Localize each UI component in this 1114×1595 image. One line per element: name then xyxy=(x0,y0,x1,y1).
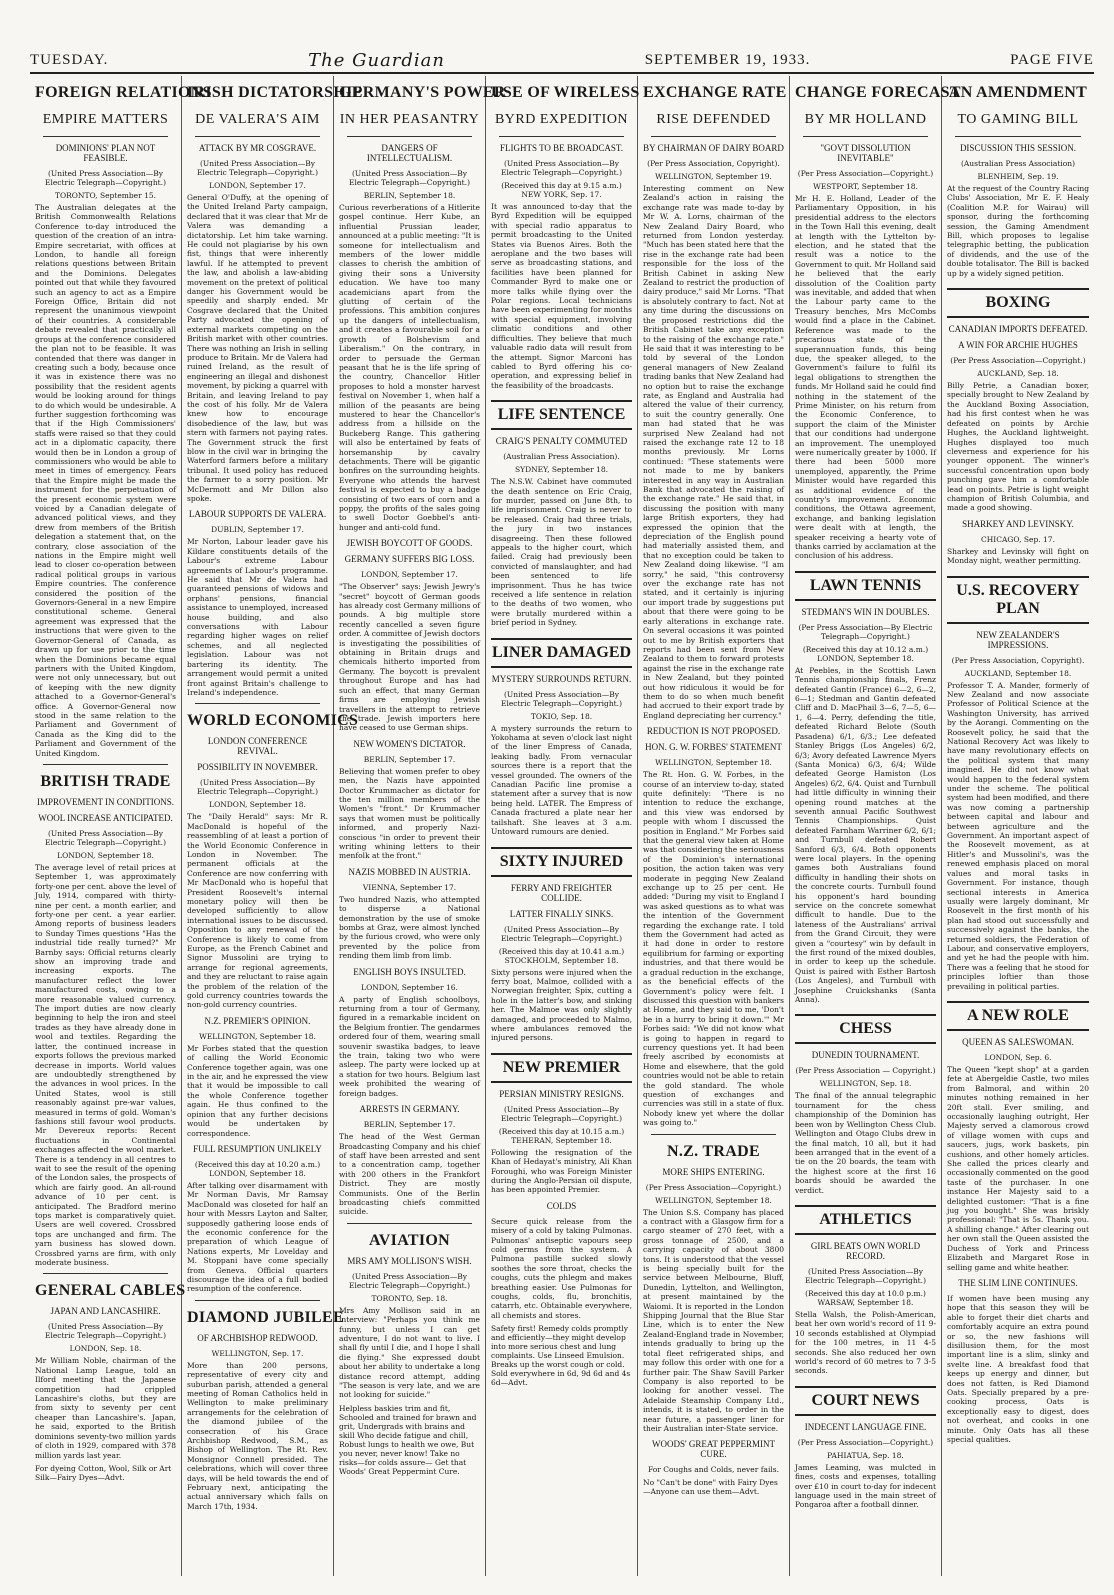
section-deck: DOMINIONS' PLAN NOT FEASIBLE. xyxy=(55,143,156,163)
article-body: General O'Duffy, at the opening of the United Ireland Party campaign, declared that it was clear that Mr de Valera was demanding a dictatorship. Let him take warning. He could not plagiarise by his own fist, things that were inherently lawful. If he attempted to prevent the law, and abolish a law-abiding movement on the pretext of political danger his Government would be speedily and sharply ended. Mr Cosgrave declared that the United Party advocated the opening of external markets competing on the British market with other countries. There was nothing an Irish in selling produce to Britain. Mr de Valera had ruined Ireland, as the result of engineering an illegal and dishonest movement, by picking a quarrel with Britain, and leaving Ireland to pay the cost of his folly. Mr de Valera knew how to encourage disobedience of the law, but was stern with farmers not paying rates. The Government struck the first blow in the civil war in bringing the Waterford farmers before a military tribunal. It used policy has reduced the farmer to a sorry position. Mr McDermott and Mr Dillon also spoke. xyxy=(187,193,328,503)
section-deck: FLIGHTS TO BE BROADCAST. xyxy=(499,143,624,153)
column-4 xyxy=(486,76,638,1576)
section-deck: LONDON CONFERENCE REVIVAL. xyxy=(207,736,308,757)
subheadline: IN HER PEASANTRY xyxy=(339,112,480,127)
press-credit: (United Press Association—By Electric Telegraph—Copyright.) xyxy=(500,159,622,177)
article-body: Interesting comment on New Zealand's action in raising the exchange rate was made to-day by Mr W. A. Lorns, chairman of the New Zealand Dairy Board, who returned from London yesterday. "Much has been stated here that the rise in the exchange rate had been responsible for the loss of the British Cabinet in asking New Zealand to restrict the production of dairy produce," said Mr Lorns. "That is absolutely contrary to fact. Not at any time during the discussions on the proposed restrictions did the British Cabinet take any exception to the raising of the exchange rate." He said that it was interesting to be told by several of the London general managers of New Zealand trading banks that New Zealand had no option but to raise the exchange rate, as England and Australia had altered the value of their currency, to suit the country generally. One man had stated that he was surprised New Zealand had not raised the exchange rate 12 to 18 months previously. Mr Lorns continued: "These statements were not made to me by bankers interested in any way in Australian Bank that advocated the raising of the exchange rate." He said that, in discussing the position with many large British exporters, they had expressed the opinion that the depreciation of the English pound had materially assisted them, and that no exception could be taken to New Zealand doing likewise. "I am sorry," he said, "this controversy over the exchange rate has not stated, and it certainly is injuring our import trade by suggestions put about that there were going to be early alterations in exchange rate. On several occasions it was pointed out to me by British exporters that reports had been sent from New Zealand to them to forward protests against the rise in the exchange rate in New Zealand, but they pointed out how ridiculous it would be for them to do so when much benefit had accrued to their export trade by England depreciating her currency." xyxy=(643,184,784,720)
dateline: BERLIN, September 17. xyxy=(363,1120,456,1130)
press-credit: (Per Press Association—Copyright.) xyxy=(950,356,1086,366)
article-body: Two hundred Nazis, who attempted to disperse a National demonstration by the use of smoke bombs at Graz, were almost lynched by the furious crowd, who were only prevented by the police from rending them limb from limb. xyxy=(339,894,480,961)
section-deck: MRS AMY MOLLISON'S WISH. xyxy=(347,1255,472,1266)
press-credit: (Per Press Association—Copyright.) xyxy=(645,1182,782,1192)
dateline: TOKIO, Sep. 18. xyxy=(530,711,593,721)
article-body: Mr William Noble, chairman of the National Lamp League, told an Ilford meeting that the Japanese competition had crippled Lancashire's cloths, but they are from sixty to seventy per cent cheaper than Lancashire's. Japan, he said, exported to the British dominions seventy-two million yards of cloth in 1929, compared with 378 million yards last year. xyxy=(35,1356,176,1460)
article-body: "The Observer" says: Jewish Jewry's "secret" boycott of German goods has already cost Germany millions of pounds. A big multiple store recently cancelled a seven figure order. A committee of Jewish doctors is investigating the possibilities of obtaining in Britain drugs and chemicals hitherto imported from Germany. The boycott is prevalent throughout Europe and has had such an effect, that many German firms are employing Jewish travellers in the attempt to retrieve the trade. Jewish importers here have ceased to use German ships. xyxy=(339,582,480,733)
dateline: LONDON, Sep. 6. xyxy=(984,1052,1052,1062)
article-body: Stella Walsh, the Polish-American, beat her own world's record of 11 9-10 seconds established at Olympiad for the 100 metres, in 11 4-5 seconds. She also reduced her own world's record of 60 metres to 7 3-5 seconds. xyxy=(795,1309,936,1376)
press-credit: (United Press Association—By Electric Telegraph—Copyright.) xyxy=(44,1322,166,1341)
section-deck: POSSIBILITY IN NOVEMBER. xyxy=(197,762,318,773)
column-2 xyxy=(182,76,363,1576)
masthead-date: SEPTEMBER 19, 1933. xyxy=(644,51,811,68)
advertisement: Safety first! Remedy colds promptly and efficiently—they might develop into more serious chest and lung complaints. Use Linseed Emulsion. Breaks up the worst cough or cold. Sold everywhere in 6d, 9d 6d and 4s 6d—Advt. xyxy=(491,1324,631,1388)
boxed-headline: COURT NEWS xyxy=(795,1386,936,1416)
subheadline: DE VALERA'S AIM xyxy=(195,112,320,127)
section-deck: NEW WOMEN'S DICTATOR. xyxy=(353,738,466,749)
article-body: The final of the annual telegraphic tournament for the chess championship of the Dominion has been won by Wellington Chess Club. Wellington and Otago Clubs drew in the final match, 10 all, but it had been arranged that in the event of a tie on the 20 boards, the team with the highest score at the first 16 boards should be awarded the verdict. xyxy=(795,1091,936,1195)
dateline: (Received this day at 10.15 a.m.) TEHERAN, September 18. xyxy=(498,1126,625,1145)
section-deck: DANGERS OF INTELLECTUALISM. xyxy=(366,143,453,163)
dateline: (Received this day at 10.20 a.m.) LONDON, September 18. xyxy=(194,1159,321,1178)
article-body: The N.S.W. Cabinet have commuted the death sentence on Eric Craig, for murder, passed on June 8th, to life imprisonment. Craig is never to be released. Craig had three trials, the jury in two instances disagreeing. Then these followed appeals to the higher court, which failed. Craig had previously been convicted of manslaughter, and had been sentenced to life imprisonment. Thus he has twice received a life sentence in relation to the deaths of two women, who were brutally murdered within a brief period in Sydney. xyxy=(491,477,632,628)
section-deck: FULL RESUMPTION UNLIKELY xyxy=(193,1143,322,1154)
article-body: It was announced to-day that the Byrd Expedition will be equipped with special radio apparatus to permit broadcasting to the United States via Buenos Aires. Both the aeroplane and the two bases will serve as broadcasting stations, and facilities have been planned for Commander Byrd to make one or more talks while flying over the Polar regions. Local technicians have been experimenting for months with special equipment, involving climatic conditions and other difficulties. They believe that much valuable radio data will result from the attempt. Signor Marconi has cabled to Byrd offering his co-operation, and expressing belief in the feasibility of the broadcasts. xyxy=(491,202,632,390)
headline: FOREIGN RELATIONS xyxy=(35,84,212,101)
dateline: WELLINGTON, Sep. 17. xyxy=(211,1348,304,1358)
subheadline: RISE DEFENDED xyxy=(656,112,771,127)
press-credit: (United Press Association—By Electric Telegraph—Copyright.) xyxy=(500,1104,622,1123)
article-body: Sharkey and Levinsky will fight on Monday night, weather permitting. xyxy=(947,546,1089,566)
headline: IRISH DICTATORSHIP xyxy=(187,84,363,101)
article-body: The Union S.S. Company has placed a contract with a Glasgow firm for a cargo steamer of 270 feet, with a gross tonnage of 2500, and a carrying capacity of about 3800 tons. It is understood that the vessel is being specially built for the service between Melbourne, Bluff, Dunedin, Lyttelton, and Wellington, at present maintained by the Waiomi. It is reported in the London Shipping Journal that the Blue Star Line, which is to enter the New Zealand-England trade in November, intends gradually to bring up the total fleet refrigerated ships, and may follow this order with one for a further pair. The Shaw Savill Parker Company is also reported to be looking for another vessel. The Adelaide Steamship Company Ltd., intends, it is stated, to order in the near future, a passenger liner for their Australian inter-State service. xyxy=(643,1207,784,1433)
section-deck: ENGLISH BOYS INSULTED. xyxy=(353,966,466,977)
press-credit: (Per Press Association, Copyright). xyxy=(647,159,780,168)
boxed-headline: ATHLETICS xyxy=(795,1205,936,1235)
dateline: AUCKLAND, September 18. xyxy=(964,668,1072,678)
dateline: (Received this day at 10.12 a.m.) LONDON, September 18. xyxy=(802,644,929,663)
section-deck: PERSIAN MINISTRY RESIGNS. xyxy=(499,1088,624,1099)
boxed-headline: NEW PREMIER xyxy=(491,1053,632,1083)
dateline: (Received this day at 10.41 a.m.) STOCKHOLM, September 18. xyxy=(498,946,625,965)
press-credit: (United Press Association—By Electric Telegraph—Copyright.) xyxy=(348,1271,470,1290)
section-deck: GERMANY SUFFERS BIG LOSS. xyxy=(344,554,475,565)
section-deck: BY CHAIRMAN OF DAIRY BOARD xyxy=(643,143,784,153)
boxed-headline: SIXTY INJURED xyxy=(491,847,632,877)
section-deck: WOODS' GREAT PEPPERMINT CURE. xyxy=(652,1439,775,1460)
subheadline: EMPIRE MATTERS xyxy=(42,112,169,127)
press-credit: (United Press Association—By Electric Telegraph—Copyright.) xyxy=(804,1266,926,1285)
article-body: Believing that women prefer to obey men, the Nazis have appointed Doctor Krummacher as dictator for the ten million members of the Women's "front." Dr Krummacher says that women must be politically informed, and properly Nazi-conscious "in order to prevent their writing whining letters to their menfolk at the front." xyxy=(339,766,480,861)
dateline: DUBLIN, September 17. xyxy=(211,525,304,535)
columns-container xyxy=(30,76,1094,1576)
article-body: The Queen "kept shop" at a garden fete at Abergeldie Castle, two miles from Balmoral, and within 20 minutes nothing remained in her 20ft stall. Ever smiling, and occasionally laughing outright, Her Majesty served a clamorous crowd of village women with cups and saucers, jugs, work baskets, pin cushions, and other homely articles. She called the prices clearly and occasionally commented on the good taste of the purchaser. In one instance Her Majesty said to a delighted customer: "That is a fine jug you bought." She was briskly professional: "That is 5s. Thank you. A shilling change." After clearing out her own stall the Queen assisted the Duchess of York and Princess Elizabeth and Margaret Rose in selling game and white heather. xyxy=(947,1064,1089,1272)
dateline: TORONTO, Sep. 18. xyxy=(371,1293,448,1303)
dateline: WELLINGTON, September 18. xyxy=(199,1031,316,1041)
dateline: LONDON, September 17. xyxy=(361,570,458,580)
section-deck: DUNEDIN TOURNAMENT. xyxy=(811,1050,920,1061)
column-6 xyxy=(790,76,961,1576)
section-deck: OF ARCHBISHOP REDWOOD. xyxy=(197,1332,318,1343)
section-deck: NAZIS MOBBED IN AUSTRIA. xyxy=(348,866,471,877)
article-body: Mr Norton, Labour leader gave his Kildare constituents details of the Labour's extreme Labour agreements of Labour's programme. He said that Mr de Valera had guaranteed pensions of widows and orphans' pensions, financial assistance to unemployed, increased house building, and also conversations with Labour regarding higher wages on relief schemes, and all neglected legislation. Labour was not bartering its identity. The arrangement would permit a united front against Britain's challenge to Ireland's independence. xyxy=(187,537,328,697)
section-deck: JEWISH BOYCOTT OF GOODS. xyxy=(346,538,473,549)
dateline: WELLINGTON, Sep. 18. xyxy=(819,1079,912,1089)
section-deck: INDECENT LANGUAGE FINE. xyxy=(804,1421,927,1432)
section-deck: DISCUSSION THIS SESSION. xyxy=(959,143,1077,153)
headline: GENERAL CABLES xyxy=(35,1282,186,1300)
subheadline: BY MR HOLLAND xyxy=(804,112,927,127)
article-body: James Leaming, was mulcted in fines, costs and expenses, totalling over £10 in court to-day for indecent language used in the main street of Pongaroa after a football dinner. xyxy=(795,1462,936,1510)
dateline: WELLINGTON, September 18. xyxy=(655,758,772,768)
headline: EXCHANGE RATE xyxy=(643,84,787,101)
boxed-headline: A NEW ROLE xyxy=(947,1001,1089,1031)
press-credit: (Per Press Association—Copyright.) xyxy=(797,1437,934,1447)
article-body: Mr Forbes stated that the question of calling the World Economic Conference together again, was one in the air, and he expressed the view that it would be impossible to call the whole Conference together again. He thus confined to the opinion that any further decisions would be undertaken by correspondence. xyxy=(187,1043,328,1138)
section-deck: A WIN FOR ARCHIE HUGHES xyxy=(958,340,1078,351)
article-body: The Rt. Hon. G. W. Forbes, in the course of an interview to-day, stated quite definitely: "There is no intention to reduce the exchange, and this view was endorsed by people with whom I discussed the position in England." Mr Forbes said that the general view taken at Home was that considering the seriousness of the Dominion's international position, the action taken was very moderate in pegging New Zealand exchange up to 25 per cent. He added: "During my visit to England I was asked questions as to what was the intention of the Government regarding the exchange rate. I told them the Government had acted as it had done in order to restore equilibrium for farming or exporting industries, and that there would be a gradual reduction in the exchange, as the beneficial effects of the Government's policy were felt. I discussed this question with bankers at Home, and they said to me, 'Don't be in a hurry to bring it down.'" Mr Forbes said: "We did not know what is going to happen in regard to currency questions yet. It had been freely ascribed by economists at Home and elsewhere, that the gold countries would not be able to retain the gold standard. The whole question of exchanges and currencies was still in a state of flux. Nobody knew yet where the dollar was going to." xyxy=(643,770,784,1128)
article-body: The head of the West German Broadcasting Company and his chief of staff have been arrested and sent to a concentration camp, together with 200 others in the Frankfort District. They are mostly Communists. One of the Berlin broadcasting chiefs committed suicide. xyxy=(339,1132,480,1217)
boxed-headline: BOXING xyxy=(947,288,1089,318)
column-5 xyxy=(638,76,790,1576)
boxed-headline: CHESS xyxy=(795,1014,936,1044)
press-credit: (United Press Association—By Electric Telegraph—Copyright.) xyxy=(44,828,166,847)
section-deck: GIRL BEATS OWN WORLD RECORD. xyxy=(810,1240,921,1261)
column-rule xyxy=(195,1300,320,1301)
article-body: The average level of retail prices at September 1, was approximately forty-one per cent. above the level of July, 1914, compared with thirty-nine per cent. a month earlier, and forty-one per cent. a year earlier. Among reports of business leaders to Sunday Times questions "Has the industrial tide really turned?" Mr Barnby says: Official returns clearly show an improving trade and increasing exports. The manufacturer reflect the lower manufactured costs, owing to a more reasonable valued currency. The import duties are now clearly beginning to help the iron and steel trades as they have already done in wool and textiles. Regarding the latter, the continued increase in exports follows the previous marked decrease in imports. World values are undoubtedly strengthened by the advances in wool prices. In the United States, wool is still reasonably against pre-war values, measured in terms of gold. Woman's fashions still favour wool products. Mr Devereux reports: Recent fluctuations in Continental exchanges affected the wool market. There is a tendency in all centres to wait to see the result of the opening of the London sales, the prospects of which are fairly good. An all-round advance of 10 per cent. is anticipated. The Bradford merino tops market is comparatively quiet. Users are well covered. Crossbred tops are unchanged and firm. The yarn business has slowed down. Crossbred yarns are firm, with only moderate business. xyxy=(35,862,176,1268)
section-deck: ATTACK BY MR COSGRAVE. xyxy=(198,143,317,153)
dateline: LONDON, September 18. xyxy=(209,800,306,810)
article-body: If women have been musing any hope that this season they will be able to forget their diet charts and comfortably acquire an extra pound or so, the new fashions will disillusion them, for the most important line is a slim, slinky and svelte line. A breakfast food that keeps up energy and dinner, but does not fatten, is Red Diamond Oats. Specially prepared by a pre-cooking process, Oats is exceptionally easy to digest, does not overheat, and cooks in one minute. Only Oats has all these special qualities. xyxy=(947,1293,1089,1444)
section-deck: LABOUR SUPPORTS DE VALERA. xyxy=(188,509,327,520)
dateline: LONDON, September 16. xyxy=(361,982,458,992)
column-rule xyxy=(43,136,168,137)
boxed-headline: LIFE SENTENCE xyxy=(491,400,632,430)
press-credit: (United Press Association—By Electric Telegraph—Copyright.) xyxy=(348,169,470,187)
press-credit: (Per Press Association—Copyright.) xyxy=(797,169,934,178)
column-rule xyxy=(195,136,320,137)
section-deck: HON. G. W. FORBES' STATEMENT xyxy=(645,742,782,753)
press-credit: (United Press Association—By Electric Telegraph—Copyright.) xyxy=(196,159,318,177)
dateline: PAHIATUA, Sep. 18. xyxy=(827,1450,904,1460)
headline: AN AMENDMENT xyxy=(948,84,1088,101)
article-body: More than 200 persons, representative of every city and suburban parish, attended a general meeting of Roman Catholics held in Wellington to make preliminary arrangements for the celebration of the diamond jubilee of the consecration of his Grace Archbishop Redwood, S.M., as Bishop of Wellington. The Rt. Rev. Monsignor Connell presided. The celebrations, which will cover three days, will be held towards the end of February next, anticipating the actual anniversary which falls on March 17th, 1934. xyxy=(187,1360,328,1511)
section-deck: SHARKEY AND LEVINSKY. xyxy=(962,518,1074,529)
article-body: Curious reverberations of a Hitlerite gospel continue. Herr Kube, an influential Prussian leader, announced at a public meeting: "It is someone for intellectualism and members of the lower middle classes to cherish the ambition of giving their sons a University education. We have too many academicians apart from the glutting of certain of the professions. This ambition conjures up the dangers of intellectualism, and it creates a favourable soil for a growth of Bolshevism and Liberalism." On the contrary, in order to persuade the German peasant that he is the life spring of the country, Chancellor Hitler proposes to hold a monster harvest festival on November 1, when half a million of the peasants are being mustered to hear the Chancellor's address from a hillside on the Buckeberg Range. This gathering will also be entertained by feats of horsemanship by cavalry detachments. There will be gigantic bonfires on the surrounding heights. Everyone who attends the harvest festival is expected to buy a badge consisting of two ears of corn and a poppy, the profits of the sales going to swell Doctor Goebbel's anti-hunger and anti-cold fund. xyxy=(339,203,480,532)
press-credit: (United Press Association—By Electric Telegraph—Copyright.) xyxy=(196,778,318,797)
advertisement: For dyeing Cotton, Wool, Silk or Art Silk—Fairy Dyes—Advt. xyxy=(35,1463,172,1482)
press-credit: (United Press Association—By Electric Telegraph—Copyright.) xyxy=(44,169,166,187)
dateline: BERLIN, September 18. xyxy=(363,191,456,200)
dateline: For Coughs and Colds, never fails. xyxy=(648,1465,779,1475)
headline: N.Z. TRADE xyxy=(667,1142,760,1160)
dateline: BLENHEIM, Sep. 19. xyxy=(977,172,1059,181)
column-rule xyxy=(955,136,1081,137)
article-body: A party of English schoolboys, returning from a tour of Germany, figured in a remarkable incident on the Belgium frontier. The gendarmes ordered four of them, wearing small souvenir swastika badges, to leave the train, taking two who were asleep. The party were locked up at a station for two hours. Belgium last week prohibited the wearing of foreign badges. xyxy=(339,994,480,1098)
masthead-rule xyxy=(30,72,1094,74)
press-credit: (Per Press Association—By Electric Telegraph—Copyright.) xyxy=(798,622,933,641)
headline: DIAMOND JUBILEE xyxy=(187,1308,344,1326)
advertisement: Helpless baskies trim and fit, Schooled and trained for brawn and grit, Undergrads with brains and skill Who decide fatigue and chill, Robust lungs to health we owe, But you never, never know! Take no risks—for colds assure— Get that Woods' Great Peppermint Cure. xyxy=(339,1403,477,1476)
section-deck: IMPROVEMENT IN CONDITIONS. xyxy=(36,796,175,807)
article-body: The Australian delegates at the British Commonwealth Relations Conference to-day introduced the question of the creation of an intra-Empire secretariat, with offices at London, to handle all foreign relations questions between Britain and the Dominions. Delegates pointed out that while they favoured such an agency to act as a Empire Foreign Office, Britain did not represent the unanimous viewpoint of their countries. A considerable debate revealed that practically all groups at the conference considered the plan not to be feasible. It was contended that there was danger in creating such a body, because once it was in existence there was no possibility that the resident agents would be looking around for things to do which would be undesirable. A further suggestion forthcoming was that if the High Commissioners' staffs were raised so that they could act in a diplomatic capacity, there would then be in London a group of commissioners who would be able to meet in times of emergency. Fears that the Empire might be made the instrument for the perpetuation of the present economic system were voiced by a Canadian delegate of advanced political views, and they drew from members of the British delegation a statement that, on the contrary, close association of the nations in the Empire might well lead to closer co-operation between radical political groups in various Empire countries. The conference considered the position of the Governors-General in a new Empire constitutional scheme. General agreement was expressed that the instructions that were given to the Governor-General of Canada, as drawn up for use prior to the time when the Dominions became equal partners with the United Kingdom, were not only unnecessary, but out of keeping with the new dignity attached to a Governor-General's office. A Governor-General now stood in the same relation to the Parliament and Government of Canada as the King did to the Parliament and Government of the United Kingdom. xyxy=(35,203,176,758)
article-body: A mystery surrounds the return to Yokohama at seven o'clock last night of the liner Empress of Canada, leaking badly. From vernacular sources there is a report that the vessel grounded. The owners of the Canadian Pacific line promise a statement after a survey that is now being held. LATER. The Empress of Canada fractured a plate near her tailshaft. She leaves at 3 a.m. Untoward rumours are denied. xyxy=(491,723,632,837)
column-rule xyxy=(43,1273,168,1274)
section-deck: WOOL INCREASE ANTICIPATED. xyxy=(38,812,173,823)
masthead-paper-title: The Guardian xyxy=(308,49,446,71)
dateline: BERLIN, September 17. xyxy=(363,754,456,764)
article-body: The "Daily Herald" says: Mr R. MacDonald is hopeful of the reassembling of at least a portion of the World Economic Conference in London in November. The permanent officials at the Conference are now conferring with Mr MacDonald who is hopeful that President Roosevelt's internal monetary policy will then be developed sufficiently to allow international issues to be discussed. Opposition to any renewal of the Conference is likely to come from Europe, as the French Cabinet and Signor Mussolini are trying to arrange for regional agreements, and they are reluctant to raise again the problem of the relation of the gold currency countries towards the non-gold currency countries. xyxy=(187,812,328,1010)
column-3 xyxy=(334,76,506,1576)
article-body: Sixty persons were injured when the ferry boat, Malmoe, collided with a Norwegian freighter, Spix, cutting a hole in the latter's bow, and sinking her. The Malmoe was only slightly damaged, and proceeded to Malmo, where ambulances removed the injured persons. xyxy=(491,967,632,1043)
article-body: Secure quick release from the misery of a cold by taking Pulmonas. Pulmonas' antiseptic vapours seep cold germs from the system. A Pulmona pastille sucked slowly soothes the sore throat, checks the coughs, cuts the phlegm and makes breathing easier. Use Pulmonas for coughs, colds, flu, bronchitis, catarrh, etc. Obtainable everywhere, all chemists and stores. xyxy=(491,1216,632,1320)
boxed-headline: LINER DAMAGED xyxy=(491,638,632,668)
article-body: Billy Petrie, a Canadian boxer, specially brought to New Zealand by the Auckland Boxing Association, had his first contest when he was defeated on points by Archie Hughes, the Auckland lightweight. Hughes displayed too much cleverness and experience for his younger opponent. The winner's successful concentration upon body punching gave him a comfortable lead on points. Petrie is light weight champion of British Columbia, and made a good showing. xyxy=(947,381,1089,513)
section-deck: MYSTERY SURROUNDS RETURN. xyxy=(491,673,632,684)
section-deck: COLDS xyxy=(546,1200,577,1211)
dateline: WELLINGTON, September 18. xyxy=(655,1195,772,1205)
press-credit: (Australian Press Association) xyxy=(960,159,1076,168)
section-deck: QUEEN AS SALESWOMAN. xyxy=(962,1036,1074,1047)
headline: WORLD ECONOMICS xyxy=(187,712,359,730)
column-rule xyxy=(43,764,168,765)
press-credit: (Per Press Association — Copyright.) xyxy=(795,1066,936,1076)
dateline: LONDON, September 18. xyxy=(57,850,154,860)
press-credit: (Australian Press Association). xyxy=(503,452,620,462)
article-body: Mr H. E. Holland, Leader of the Parliamentary Opposition, in his presidential address to the electors in the Town Hall this evening, dealt at length with the Lyttelton by-election, and he stated that the result was a notice to the Government to quit. Mr Holland said he believed that the early dissolution of the Coalition party was inevitable, and added that when the Labour party came to the Treasury benches, Mrs McCombs would find a place in the Cabinet. Reference was made to the precarious state of the superannuation funds, this being due, the speaker alleged, to the Government's failure to fulfil its legal obligations to strengthen the funds. Mr Holland said he could find nothing in the statement of the Prime Minister, on his return from the Economic Conference, to support the claim of the Minister that our conditions had undergone an improvement. The unemployed were numerically greater by 1000. If there had been 5000 more unemployed, apparently, the Prime Minister would have regarded this as additional evidence of the country's improvement. Economic conditions, the Ottawa agreement, exchange, and banking legislation were dealt with at length, the speaker receiving a hearty vote of thanks carried by acclamation at the conclusion of his address. xyxy=(795,194,936,561)
section-deck: ARRESTS IN GERMANY. xyxy=(359,1104,460,1115)
dateline: WESTPORT, September 18. xyxy=(813,182,918,191)
section-deck: CRAIG'S PENALTY COMMUTED xyxy=(495,436,628,447)
dateline: LONDON, September 17. xyxy=(209,181,306,190)
boxed-headline: U.S. RECOVERY PLAN xyxy=(947,576,1089,624)
column-1 xyxy=(30,76,212,1576)
dateline: (Received this day at 10.0 p.m.) WARSAW, September 18. xyxy=(805,1288,926,1307)
boxed-headline: LAWN TENNIS xyxy=(795,571,936,601)
section-deck: MORE SHIPS ENTERING. xyxy=(662,1166,765,1177)
headline: GERMANY'S POWER xyxy=(339,84,506,101)
section-deck: JAPAN AND LANCASHIRE. xyxy=(50,1306,161,1317)
press-credit: (Per Press Association, Copyright). xyxy=(951,655,1085,665)
dateline: VIENNA, September 17. xyxy=(362,882,457,892)
dateline: SYDNEY, September 18. xyxy=(515,465,608,475)
column-rule xyxy=(803,136,928,137)
column-rule xyxy=(347,1223,472,1224)
column-rule xyxy=(651,136,776,137)
dateline: AUCKLAND, Sep. 18. xyxy=(977,369,1059,379)
section-deck: N.Z. PREMIER'S OPINION. xyxy=(204,1015,311,1026)
press-credit: (United Press Association—By Electric Telegraph—Copyright.) xyxy=(500,924,622,943)
section-deck: REDUCTION IS NOT PROPOSED. xyxy=(646,726,781,737)
dateline: WELLINGTON, September 19. xyxy=(655,172,772,181)
column-rule xyxy=(651,1134,776,1135)
dateline: (Received this day at 9.15 a.m.) NEW YORK, Sep. 17. xyxy=(501,181,622,199)
section-deck: NEW ZEALANDER'S IMPRESSIONS. xyxy=(976,629,1060,650)
press-credit: (United Press Association—By Electric Telegraph—Copyright.) xyxy=(500,689,622,708)
section-deck: FERRY AND FREIGHTER COLLIDE. xyxy=(510,882,613,903)
section-deck: CANADIAN IMPORTS DEFEATED. xyxy=(948,324,1088,335)
section-deck: STEDMAN'S WIN IN DOUBLES. xyxy=(801,606,930,617)
column-rule xyxy=(195,703,320,704)
section-deck: THE SLIM LINE CONTINUES. xyxy=(958,1277,1078,1288)
masthead-page-number: PAGE FIVE xyxy=(1010,51,1094,68)
subheadline: TO GAMING BILL xyxy=(957,112,1079,127)
dateline: CHICAGO, Sep. 17. xyxy=(981,534,1055,544)
column-rule xyxy=(347,136,472,137)
column-7 xyxy=(942,76,1094,1576)
article-body: At the request of the Country Racing Clubs' Association, Mr E. F. Healy (Coalition M.P. for Wairau) will sponsor, during the forthcoming session, the Gaming Amendment Bill, which proposes to legalise telegraphic betting, the publication of dividends, and the use of the double totalisator. The Bill is backed up by a widely signed petition. xyxy=(947,184,1089,278)
dateline: LONDON, Sep. 18. xyxy=(69,1344,142,1354)
dateline: TORONTO, September 15. xyxy=(54,191,157,200)
column-rule xyxy=(499,136,624,137)
subheadline: BYRD EXPEDITION xyxy=(494,112,629,127)
headline: CHANGE FORECAST xyxy=(795,84,961,101)
article-body: Mrs Amy Mollison said in an interview: "Perhaps you think me funny, but unless I can get adventure, I do not want to live. I shall fly until I die, and I hope I shall die flying." She expressed doubt about her ability to undertake a long distance record attempt, adding "The season is very late, and we are not looking for suicide." xyxy=(339,1305,480,1400)
section-deck: "GOVT DISSOLUTION INEVITABLE" xyxy=(820,143,911,163)
section-deck: LATTER FINALLY SINKS. xyxy=(509,908,614,919)
headline: USE OF WIRELESS xyxy=(491,84,640,101)
masthead-day: TUESDAY. xyxy=(30,51,109,68)
masthead xyxy=(30,50,1094,70)
article-body: After talking over disarmament with Mr Norman Davis, Mr Ramsay MacDonald was closeted for half an hour with Messrs Layton and Salter, supposedly gathering loose ends of the economic conference for the preparation of which League of Nations experts, Mr Lovelday and M. Stoppani have come specially from Geneva. Official quarters discourage the idea of a full bodied resumption of the conference. xyxy=(187,1180,328,1294)
article-body: Following the resignation of the Khan of Hedayat's ministry, Ali Khan Foroughi, who was Foreign Minister during the Anglo-Persian oil dispute, has been appointed Premier. xyxy=(491,1147,632,1195)
headline: BRITISH TRADE xyxy=(40,772,171,790)
article-body: At Peebles, in the Scottish Lawn Tennis championship finals, Frenz defeated Gantin (France) 6—2, 6—2, 6—1; Stedman and Gantin defeated Cliff and D. MacPhail 3—6, 7—5, 6—1, 6—4. Perry, defending the title, defeated Richard Belote (South Pasadena) 6/1, 6/3.; Lee defeated Stanley Briggs (Los Angeles) 6/2, 6/3; Avory defeated Lawrence Myers (Santa Monica) 6/3, 6/4; Wilde defeated George Hamiston (Los Angeles) 6/2, 6/4. Quist and Turnbull had little difficulty in winning their opening round matches at the seventh annual Pacific Southwest Tennis Championships. Quist defeated Farnham Warriner 6/2, 6/1; and Turnbull defeated Robert Sanford 6/3, 6/4. Both opponents were local players. In the opening games both Australians found difficulty in handling their shots on the concrete courts. Turnbull found his opponent's hard bounding service on the concrete somewhat difficult to handle. Due to the lateness of the Australians' arrival from the Grand Circuit, they were given a "courtesy" win by default in the first round of the mixed doubles, in order to keep up the schedule. Quist is paired with Esther Bartosh (Los Angeles), and Turnbull with Josephine Cruickshanks (Santa Anna). xyxy=(795,665,936,1005)
headline: AVIATION xyxy=(369,1231,450,1249)
advertisement: No "Can't be done" with Fairy Dyes —Anyone can use them—Advt. xyxy=(643,1478,778,1497)
article-body: Professor T. A. Mander, formerly of New Zealand and now associate Professor of Political Science at the Washington University, has arrived by the Aorangi. Commenting on the Roosevelt policy, he said that the National Recovery Act was likely to have many revolutionary effects on the political system that many imagined. He did not know what would happen to the federal system under the scheme. The political system had been modified, and there was now coming a partnership between capital and labour and between agriculture and the Government. An important aspect of the Roosevelt movement, as at Hitler's and Mussolini's, was the renewed emphasis placed on moral values and moral tasks in Government. For instance, though sectional interests in America usually were largely dominant, Mr Roosevelt in the first month of his plan had stood out successfully and successively against the banks, the returned soldiers, the Federation of Labour, and conservative employers, and yet he had the people with him. There was a feeling that he stood for principles loftier than those prevailing in political parties. xyxy=(947,680,1089,991)
